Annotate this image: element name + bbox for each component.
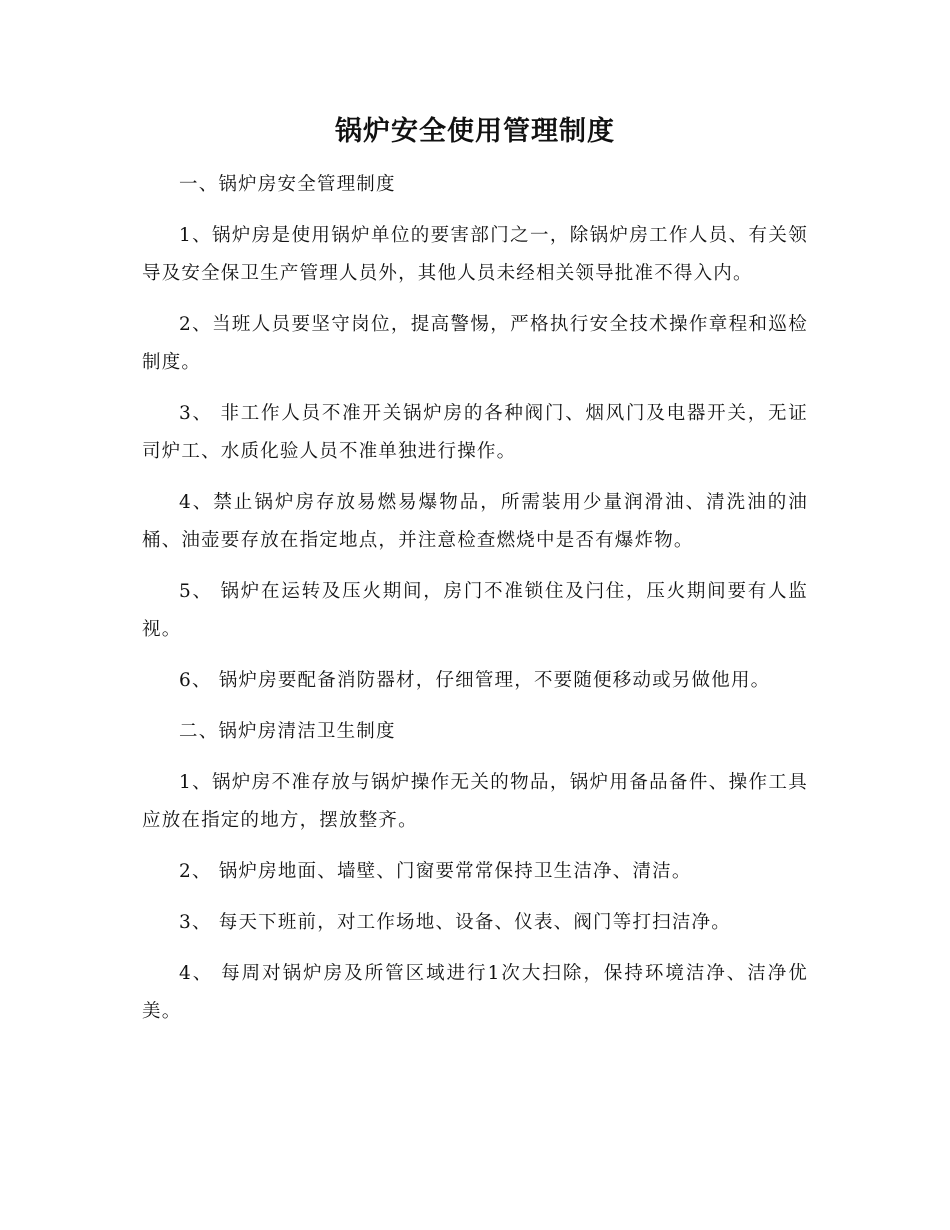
paragraph-safety-item-6: 6、 锅炉房要配备消防器材，仔细管理，不要随便移动或另做他用。	[179, 670, 771, 691]
paragraph-safety-item-5: 5、 锅炉在运转及压火期间，房门不准锁住及闩住，压火期间要有人监视。	[142, 581, 808, 640]
document-body	[142, 166, 808, 1031]
document-title: 锅炉安全使用管理制度	[335, 116, 615, 147]
section-heading-boiler-room-safety: 一、锅炉房安全管理制度	[179, 174, 396, 195]
paragraph-cleaning-item-4: 4、 每周对锅炉房及所管区域进行1次大扫除，保持环境洁净、洁净优美。	[142, 963, 808, 1022]
paragraph-cleaning-item-1: 1、锅炉房不准存放与锅炉操作无关的物品，锅炉用备品备件、操作工具应放在指定的地方，摆放整齐。	[142, 772, 808, 831]
paragraph-safety-item-1: 1、锅炉房是使用锅炉单位的要害部门之一，除锅炉房工作人员、有关领导及安全保卫生产管理人员外，其他人员未经相关领导批准不得入内。	[142, 225, 808, 284]
paragraph-safety-item-2: 2、当班人员要坚守岗位，提高警惕，严格执行安全技术操作章程和巡检制度。	[142, 314, 808, 373]
paragraph-safety-item-4: 4、禁止锅炉房存放易燃易爆物品，所需装用少量润滑油、清洗油的油桶、油壶要存放在指定地点，并注意检查燃烧中是否有爆炸物。	[142, 492, 808, 551]
section-heading-cleaning: 二、锅炉房清洁卫生制度	[179, 721, 396, 742]
paragraph-safety-item-3: 3、 非工作人员不准开关锅炉房的各种阀门、烟风门及电器开关，无证司炉工、水质化验人员不准单独进行操作。	[142, 403, 808, 462]
paragraph-cleaning-item-2: 2、 锅炉房地面、墙壁、门窗要常常保持卫生洁净、清洁。	[179, 861, 692, 882]
paragraph-cleaning-item-3: 3、 每天下班前，对工作场地、设备、仪表、阀门等打扫洁净。	[179, 912, 731, 933]
